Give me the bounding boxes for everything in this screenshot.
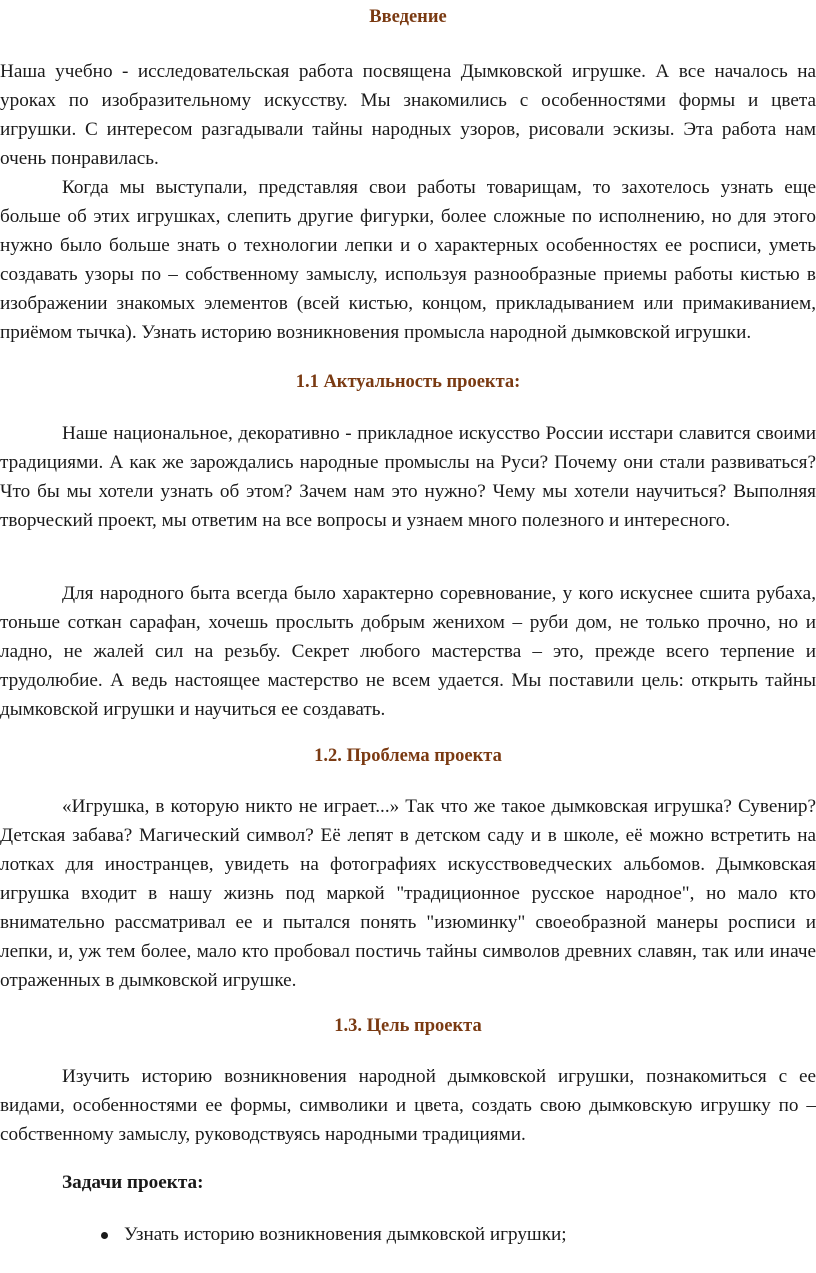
problem-paragraph-1: «Игрушка, в которую никто не играет...» Так что же такое дымковская игрушка? Сувенир? Детская забава? Магический символ? Её лепят в детском саду и в школе, её можно встретить на лотках для иностранцев, увидеть на фотографиях искусствоведческих альбомов. Дымковская игрушка входит в нашу жизнь под маркой "традиционное русское народное", но мало кто внимательно рассматривал ее и пытался понять "изюминку" своеобразной манеры росписи и лепки, и, уж тем более, мало кто пробовал постичь тайны символов древних славян, так или иначе отраженных в дымковской игрушке. xyxy=(0,796,816,991)
section-title-introduction: Введение xyxy=(369,7,447,27)
section-title-goal: 1.3. Цель проекта xyxy=(334,1016,482,1036)
tasks-heading: Задачи проекта: xyxy=(62,1172,204,1193)
intro-paragraph-1: Наша учебно - исследовательская работа посвящена Дымковской игрушке. А все началось на уроках по изобразительному искусству. Мы знакомились с особенностями формы и цвета игрушки. С интересом разгадывали тайны народных узоров, рисовали эскизы. Эта работа нам очень понравилась. xyxy=(0,61,816,169)
section-title-problem: 1.2. Проблема проекта xyxy=(314,746,502,766)
goal-paragraph-1: Изучить историю возникновения народной дымковской игрушки, познакомиться с ее видами, особенностями ее формы, символики и цвета, создать свою дымковскую игрушку по – собственному замыслу, руководствуясь народными традициями. xyxy=(0,1066,816,1145)
relevance-paragraph-2: Для народного быта всегда было характерно соревнование, у кого искуснее сшита рубаха, тоньше соткан сарафан, хочешь прослыть добрым женихом – руби дом, не только прочно, но и ладно, не жалей сил на резьбу. Секрет любого мастерства – это, прежде всего терпение и трудолюбие. А ведь настоящее мастерство не всем удается. Мы поставили цель: открыть тайны дымковской игрушки и научиться ее создавать. xyxy=(0,583,816,720)
list-item-text: Узнать историю возникновения дымковской игрушки; xyxy=(124,1224,567,1245)
intro-paragraph-2: Когда мы выступали, представляя свои работы товарищам, то захотелось узнать еще больше об этих игрушках, слепить другие фигурки, более сложные по исполнению, но для этого нужно было больше знать о технологии лепки и о характерных особенностях ее росписи, уметь создавать узоры по – собственному замыслу, используя разнообразные приемы работы кистью в изображении знакомых элементов (всей кистью, концом, прикладыванием или примакиванием, приёмом тычка). Узнать историю возникновения промысла народной дымковской игрушки. xyxy=(0,177,816,343)
section-title-relevance: 1.1 Актуальность проекта: xyxy=(295,372,521,392)
bullet-icon xyxy=(101,1232,108,1239)
relevance-paragraph-1: Наше национальное, декоративно - прикладное искусство России исстари славится своими традициями. А как же зарождались народные промыслы на Руси? Почему они стали развиваться? Что бы мы хотели узнать об этом? Зачем нам это нужно? Чему мы хотели научиться? Выполняя творческий проект, мы ответим на все вопросы и узнаем много полезного и интересного. xyxy=(0,423,816,531)
